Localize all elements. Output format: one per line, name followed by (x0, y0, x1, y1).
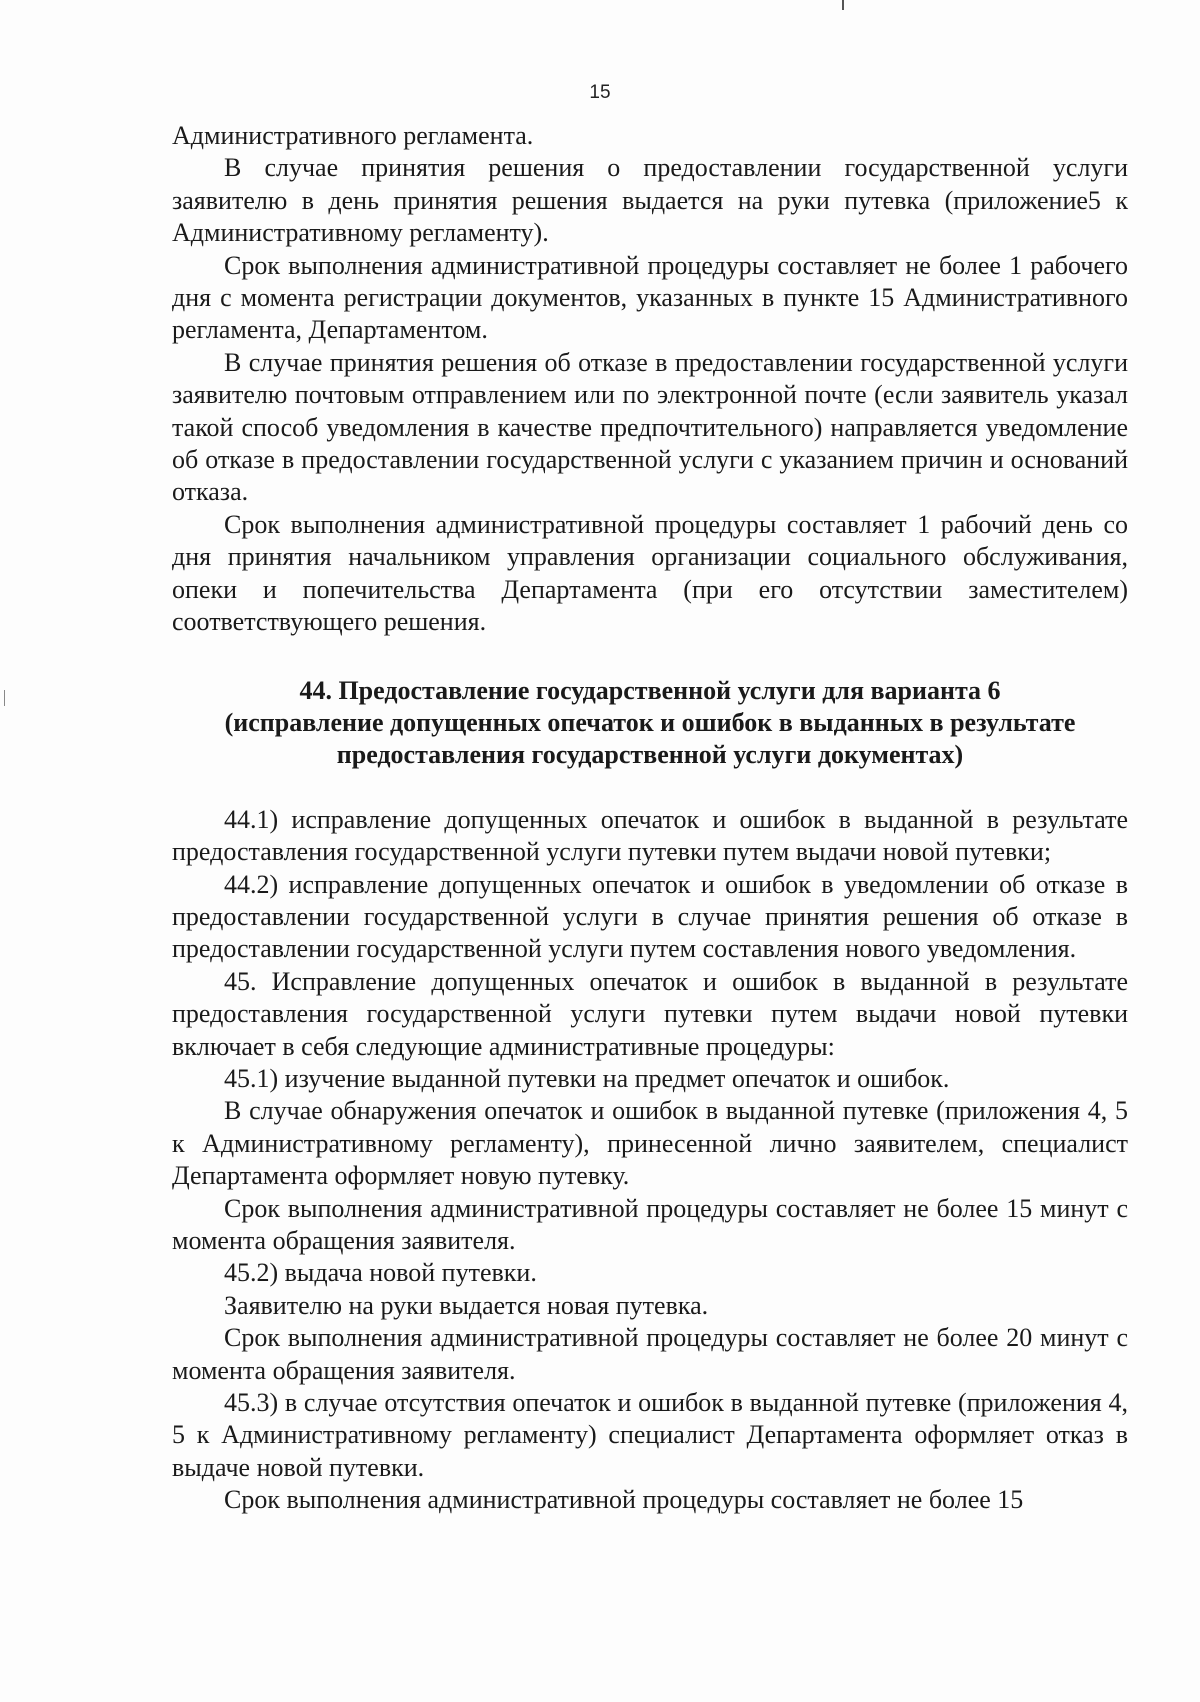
paragraph: Срок выполнения административной процедуры составляет не более 20 минут с момента обращения заявителя. (172, 1323, 1128, 1385)
paragraph: 45.3) в случае отсутствия опечаток и ошибок в выданной путевке (приложения 4, 5 к Административному регламенту) специалист Департамента оформляет отказ в выдаче новой путевки. (172, 1388, 1128, 1482)
paragraph: 45.2) выдача новой путевки. (224, 1258, 537, 1288)
heading-line: предоставления государственной услуги документах) (336, 740, 964, 770)
section-body (172, 804, 1128, 1517)
heading-line: (исправление допущенных опечаток и ошибок в выданных в результате (224, 707, 1076, 737)
paragraph: 44.2) исправление допущенных опечаток и ошибок в уведомлении об отказе в предоставлении государственной услуги в случае принятия решения об отказе в предоставлении государственной услуги путем составления нового уведомления. (172, 869, 1128, 964)
scan-artifact-mark (842, 0, 844, 10)
section-heading (172, 675, 1128, 772)
paragraph: 44.1) исправление допущенных опечаток и ошибок в выданной в результате предоставления государственной услуги путевки путем выдачи новой путевки; (172, 804, 1128, 867)
paragraph: В случае обнаружения опечаток и ошибок в выданной путевке (приложения 4, 5 к Административному регламенту), принесенной лично заявителем, специалист Департамента оформляет новую путевку. (172, 1096, 1128, 1191)
paragraph: Срок выполнения административной процедуры составляет не более 15 минут с момента обращения заявителя. (172, 1193, 1128, 1255)
paragraph: Срок выполнения административной процедуры составляет не более 15 (224, 1485, 1024, 1515)
paragraph: В случае принятия решения о предоставлении государственной услуги заявителю в день принятия решения выдается на руки путевка (приложение5 к Административному регламенту). (172, 153, 1128, 248)
paragraph: Административного регламента. (172, 121, 534, 150)
document-body (172, 120, 1128, 1517)
scan-artifact-mark-left (4, 690, 5, 706)
paragraph: В случае принятия решения об отказе в предоставлении государственной услуги заявителю почтовым отправлением или по электронной почте (если заявитель указал такой способ уведомления в качестве предпочтительного) направляется уведомление об отказе в предоставлении государственной услуги с указанием причин и оснований отказа. (172, 347, 1128, 507)
paragraph: 45. Исправление допущенных опечаток и ошибок в выданной в результате предоставления государственной услуги путевки путем выдачи новой путевки включает в себя следующие административные процедуры: (172, 966, 1128, 1061)
heading-line: 44. Предоставление государственной услуги для варианта 6 (299, 675, 1001, 705)
paragraph: Срок выполнения административной процедуры составляет 1 рабочий день со дня принятия начальником управления организации социального обслуживания, опеки и попечительства Департамента (при его отсутствии заместителем) соответствующего решения. (172, 509, 1128, 637)
paragraph: 45.1) изучение выданной путевки на предмет опечаток и ошибок. (224, 1063, 950, 1093)
paragraph: Заявителю на руки выдается новая путевка. (224, 1290, 709, 1320)
paragraph: Срок выполнения административной процедуры составляет не более 1 рабочего дня с момента регистрации документов, указанных в пункте 15 Административного регламента, Департаментом. (172, 250, 1128, 345)
page-number: 15 (589, 82, 611, 103)
